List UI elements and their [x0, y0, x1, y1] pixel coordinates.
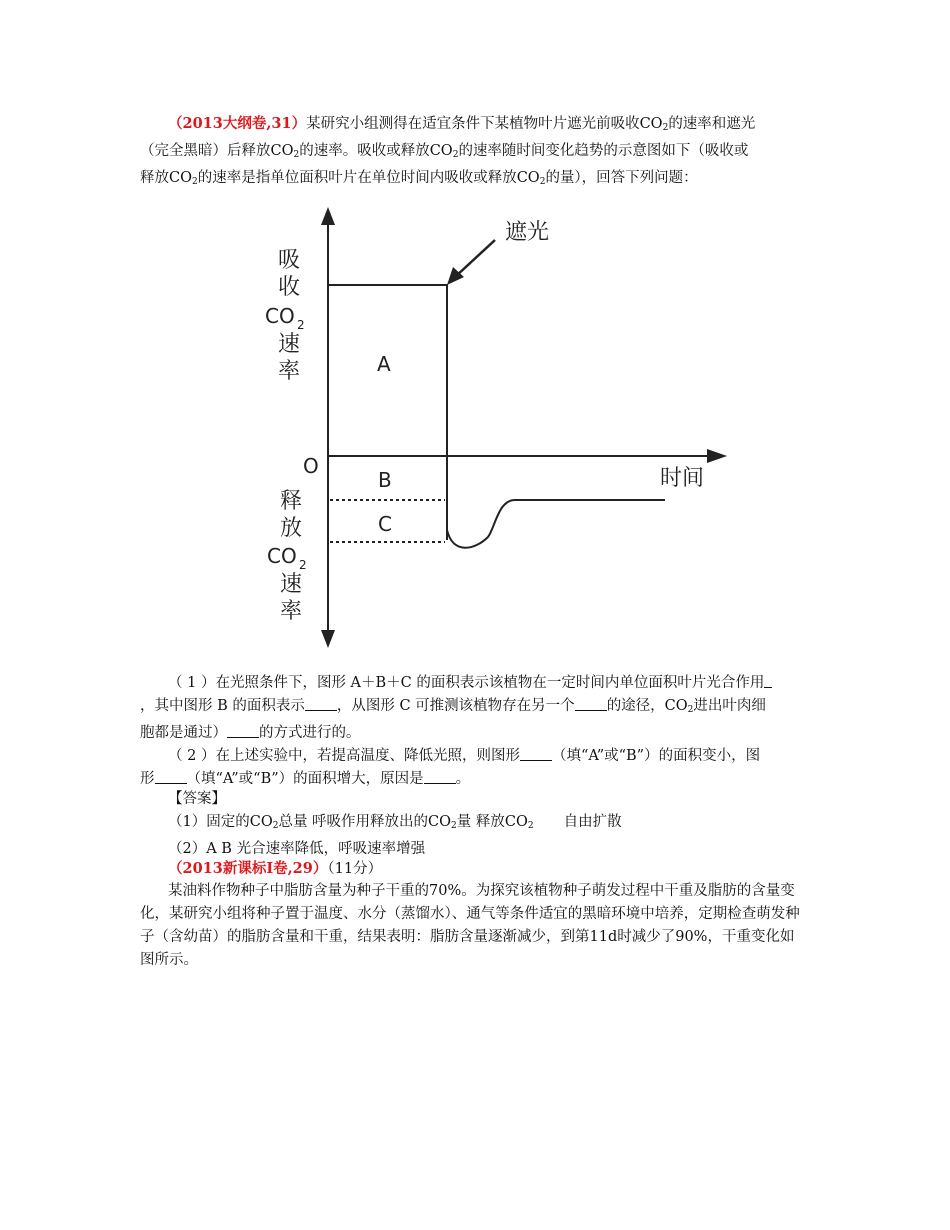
- origin-label: O: [303, 454, 319, 478]
- q1-subquestions: （ 1 ）在光照条件下，图形 A＋B＋C 的面积表示该植物在一定时间内单位面积叶片光合作用 ，其中图形 B 的面积表示 ，从图形 C 可推测该植物存在另一个 的途径，$CO_2$进出叶肉细 胞都是通过） 的方式进行的。 （ 2 ）在上述实验中，若提高温度、降低光照，则图形 （填“A”或“B”）的面积变小，图 形 （填“A”或“B”）的面积增大，原因是 。: [140, 672, 808, 791]
- q1-source: （2013大纲卷,31）: [168, 115, 307, 132]
- x-axis-label: 时间: [660, 466, 705, 491]
- q1-stem: （2013大纲卷,31）某研究小组测得在适宜条件下某植物叶片遮光前吸收$CO_2$的速率和遮光 （完全黑暗）后释放$CO_2$的速率。吸收或释放$CO_2$的速率随时间变化趋势的示意图如下（吸收或 释放$CO_2$的速率是指单位面积叶片在单位时间内吸收或释放$CO_2$的量），回答下列问题：: [140, 115, 756, 187]
- y-bottom-label: [267, 489, 307, 624]
- q2-source: （2013新课标Ⅰ卷,29）: [168, 860, 328, 877]
- region-b-label: B: [378, 468, 392, 492]
- answer-block: 【答案】 （1）固定的$CO_2$总量 呼吸作用释放出的$CO_2$量 释放$CO_2$ 自由扩散 （2）A B 光合速率降低，呼吸速率增强: [168, 791, 622, 857]
- svg-text:率: 率: [278, 359, 301, 384]
- svg-text:释: 释: [280, 489, 303, 514]
- region-c-label: C: [378, 512, 392, 536]
- y-axis-arrow-top: [321, 207, 335, 225]
- shade-arrow-line: [455, 240, 495, 277]
- region-a-label: A: [377, 352, 391, 376]
- svg-text:速: 速: [280, 572, 303, 597]
- svg-text:吸: 吸: [278, 248, 301, 273]
- release-curve: [447, 493, 665, 548]
- shade-label: 遮光: [505, 220, 550, 245]
- y-top-label: [265, 248, 305, 384]
- q2-header: （2013新课标Ⅰ卷,29）（11分）: [168, 860, 383, 877]
- svg-text:率: 率: [280, 599, 303, 624]
- x-axis-arrow: [707, 449, 727, 463]
- absorption-line: [328, 285, 447, 540]
- y-axis-arrow-bottom: [321, 630, 335, 648]
- svg-text:2: 2: [299, 558, 307, 572]
- svg-text:CO: CO: [265, 304, 295, 328]
- co2-rate-diagram: [255, 195, 745, 660]
- answer-title: 【答案】: [168, 791, 226, 807]
- q2-body: 某油料作物种子中脂肪含量为种子干重的70%。为探究该植物种子萌发过程中干重及脂肪的含量变化，某研究小组将种子置于温度、水分（蒸馏水）、通气等条件适宜的黑暗环境中培养，定期检查萌发种子（含幼苗）的脂肪含量和干重，结果表明：脂肪含量逐渐减少，到第11d时减少了90%，干重变化如图所示。: [140, 883, 800, 968]
- svg-text:速: 速: [278, 332, 301, 357]
- svg-text:放: 放: [280, 516, 303, 541]
- svg-text:收: 收: [278, 275, 301, 300]
- svg-text:CO: CO: [267, 544, 297, 568]
- svg-text:2: 2: [297, 318, 305, 332]
